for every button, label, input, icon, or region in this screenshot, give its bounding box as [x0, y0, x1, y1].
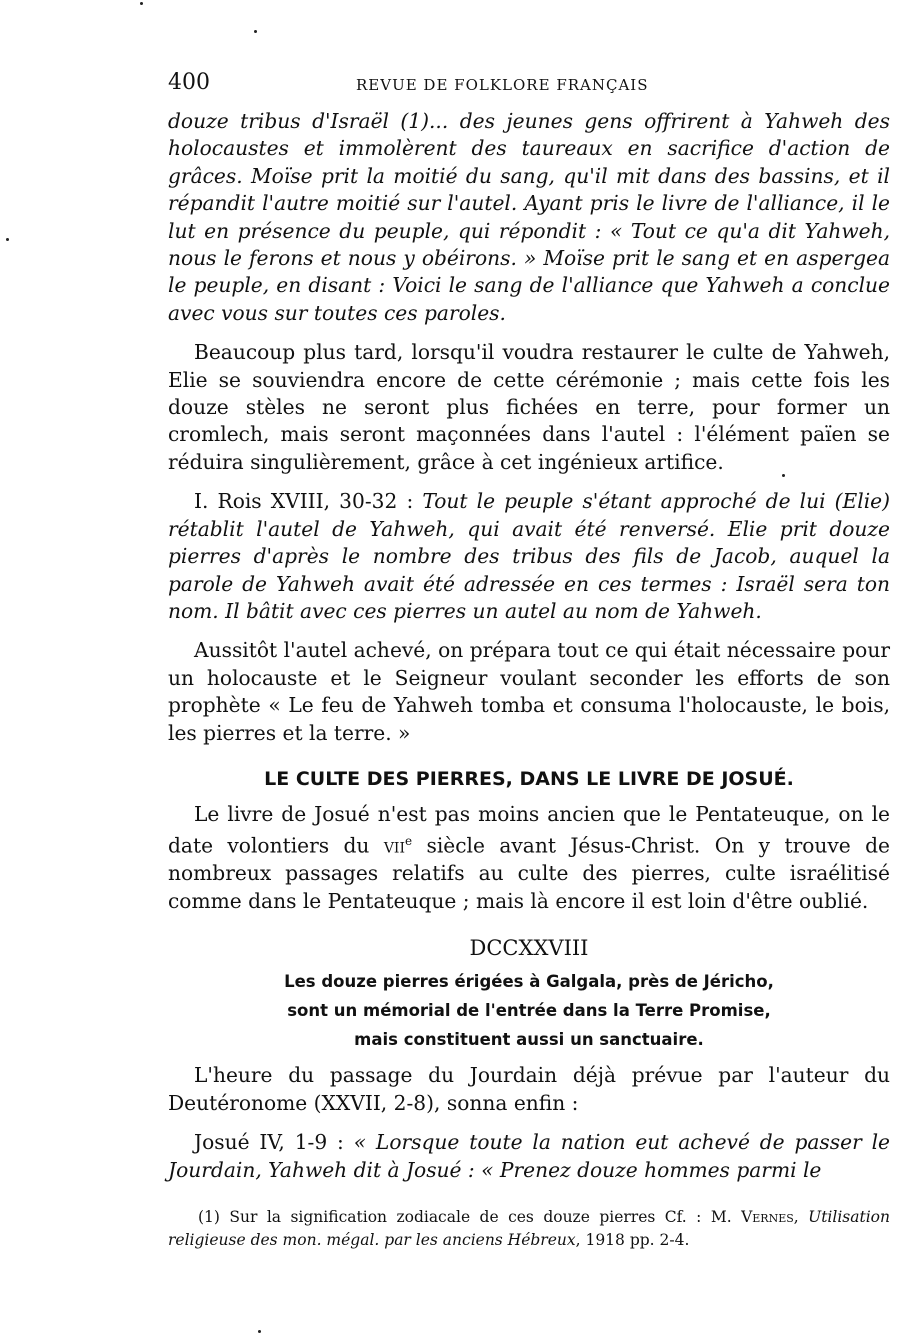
- paragraph-holocauste: Aussitôt l'autel achevé, on prépara tout ce qui était nécessaire pour un holocauste et le Seigneur voulant seconder les efforts de son prophète « Le feu de Yahweh tomba et consuma l'holocauste, le bois, les pierres et la terre. »: [168, 638, 890, 745]
- josue-reference: Josué IV, 1-9 :: [194, 1130, 354, 1155]
- scan-speck: [6, 238, 9, 241]
- footnote: [168, 1206, 890, 1252]
- paragraph-rois: [168, 488, 890, 625]
- rois-reference: I. Rois XVIII, 30-32 :: [194, 489, 423, 514]
- page-body: [168, 108, 890, 1184]
- paragraph-josue-quote: [168, 1129, 890, 1184]
- footnote-text-a: (1) Sur la signification zodiacale de ces douze pierres Cf. : M.: [198, 1208, 742, 1226]
- section-heading: LE CULTE DES PIERRES, DANS LE LIVRE DE JOSUÉ.: [264, 767, 794, 790]
- page-number: 400: [168, 70, 210, 95]
- rois-quote: Tout le peuple s'étant approché de lui (Elie) rétablit l'autel de Yahweh, qui avait été renversé. Elie prit douze pierres d'après le nombre des tribus des fils de Jacob, auquel la parole de Yahweh avait été adressée en ces termes : Israël sera ton nom. Il bâtit avec ces pierres un autel au nom de Yahweh.: [168, 489, 890, 623]
- josue-intro-text-b: siècle avant Jésus-Christ. On y trouve de nombreux passages relatifs au culte des pierres, culte israélitisé comme dans le Pentateuque ; mais là encore il est loin d'être oublié.: [168, 834, 891, 913]
- chapter-subtitle: [168, 967, 890, 1054]
- paragraph-jourdain: L'heure du passage du Jourdain déjà prévue par l'auteur du Deutéronome (XXVII, 2-8), sonna enfin :: [168, 1063, 890, 1115]
- chapter-number: DCCXXVIII: [469, 936, 589, 961]
- footnote-title: Utilisation religieuse des mon. mégal. par les anciens Hébreux: [168, 1208, 890, 1249]
- footnote-text: [168, 1206, 890, 1252]
- subtitle-line-1: Les douze pierres érigées à Galgala, près de Jéricho,: [284, 972, 774, 992]
- paragraph-josue-intro: [168, 801, 890, 915]
- footnote-author: Vernes: [741, 1208, 794, 1226]
- scan-speck: [254, 30, 257, 33]
- scan-speck: [140, 2, 143, 5]
- scan-speck: [258, 1330, 261, 1333]
- scan-speck: [782, 474, 785, 477]
- subtitle-line-3: mais constituent aussi un sanctuaire.: [354, 1030, 704, 1050]
- running-title: REVUE DE FOLKLORE FRANÇAIS: [356, 76, 649, 94]
- josue-intro-text-a: Le livre de Josué n'est pas moins ancien que le Pentateuque, on le date volontiers du: [168, 801, 890, 859]
- page-header: [168, 70, 890, 98]
- josue-quote: « Lorsque toute la nation eut achevé de passer le Jourdain, Yahweh dit à Josué : « Prenez douze hommes parmi le: [168, 1130, 890, 1182]
- century-superscript: e: [404, 834, 413, 849]
- footnote-text-b: ,: [793, 1208, 809, 1226]
- footnote-text-c: , 1918 pp. 2-4.: [575, 1231, 690, 1249]
- paragraph-elie: Beaucoup plus tard, lorsqu'il voudra restaurer le culte de Yahweh, Elie se souviendra encore de cette cérémonie ; mais cette fois les douze stèles ne seront plus fichées en terre, pour former un cromlech, mais seront maçonnées dans l'autel : l'élément païen se réduira singulièrement, grâce à cet ingénieux artifice.: [168, 340, 890, 474]
- paragraph-exodus-quote: douze tribus d'Israël (1)... des jeunes gens offrirent à Yahweh des holocaustes et immolèrent des taureaux en sacrifice d'action de grâces. Moïse prit la moitié du sang, qu'il mit dans des bassins, et il répandit l'autre moitié sur l'autel. Ayant pris le livre de l'alliance, il le lut en présence du peuple, qui répondit : « Tout ce qu'a dit Yahweh, nous le ferons et nous y obéirons. » Moïse prit le sang et en aspergea le peuple, en disant : Voici le sang de l'alliance que Yahweh a conclue avec vous sur toutes ces paroles.: [168, 109, 890, 325]
- century-numeral: vii: [383, 834, 405, 859]
- subtitle-line-2: sont un mémorial de l'entrée dans la Terre Promise,: [287, 1001, 771, 1021]
